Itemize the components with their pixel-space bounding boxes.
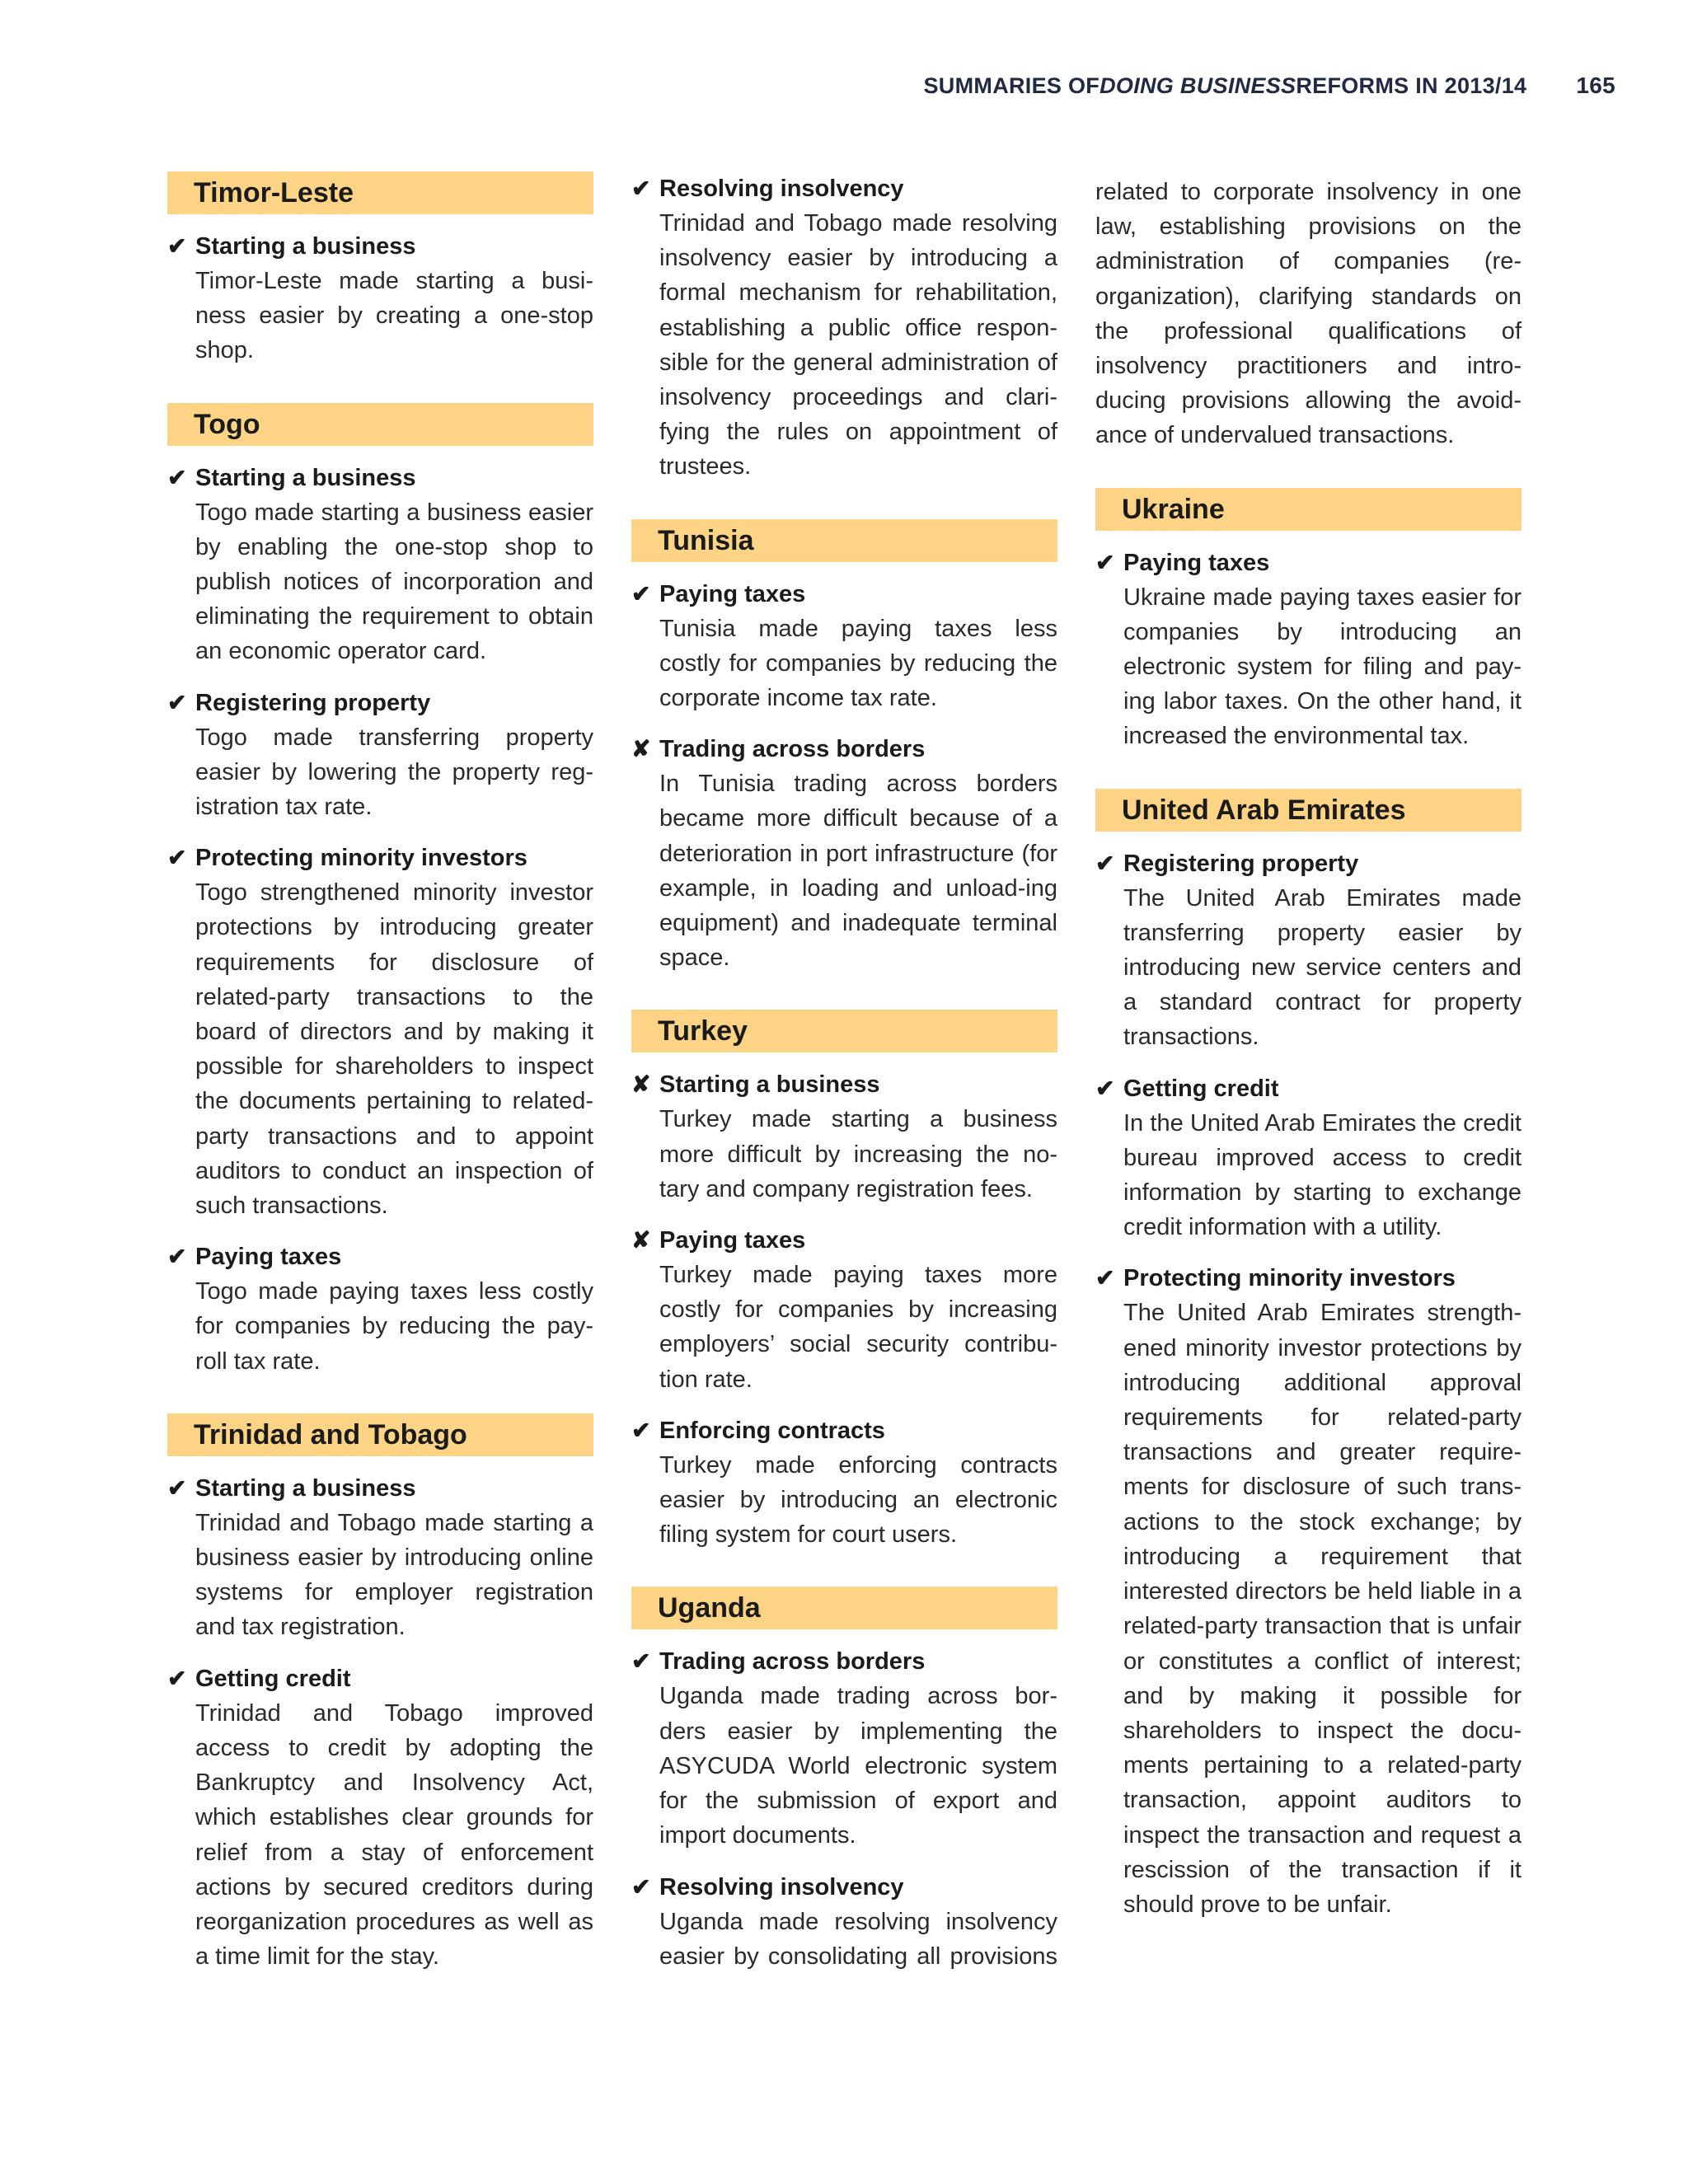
country-heading: Timor-Leste bbox=[167, 171, 593, 214]
reform-title: Protecting minority investors bbox=[195, 845, 528, 872]
reform-item bbox=[631, 1067, 1057, 1207]
running-header bbox=[924, 73, 1616, 99]
page-number: 165 bbox=[1576, 73, 1615, 98]
checkmark-icon: ✔ bbox=[631, 580, 651, 607]
reform-text: Togo made transferring property easier by lowering the property reg-istration tax rate. bbox=[195, 724, 593, 821]
reform-text: Togo made starting a business easier by enabling the one-stop shop to publish notices of incorporation and eliminating the requirement to obtain an economic operator card. bbox=[195, 499, 593, 665]
checkmark-icon: ✔ bbox=[167, 233, 187, 259]
reform-title: Paying taxes bbox=[659, 1227, 806, 1254]
reform-item bbox=[167, 461, 593, 669]
checkmark-icon: ✔ bbox=[631, 176, 651, 201]
reform-title: Getting credit bbox=[195, 1665, 351, 1692]
reform-title: Paying taxes bbox=[1123, 549, 1270, 576]
reform-text: Turkey made paying taxes more costly for companies by increasing employers’ social security contribu-tion rate. bbox=[659, 1262, 1057, 1393]
reform-item bbox=[631, 577, 1057, 716]
checkmark-icon: ✔ bbox=[167, 689, 187, 715]
header-italic: DOING BUSINESS bbox=[1100, 73, 1296, 98]
reform-title: Paying taxes bbox=[195, 1244, 342, 1271]
cross-icon: ✘ bbox=[631, 1071, 651, 1098]
country-heading: Uganda bbox=[631, 1586, 1057, 1629]
checkmark-icon: ✔ bbox=[1095, 1265, 1115, 1291]
country-heading: Turkey bbox=[631, 1010, 1057, 1052]
reform-text-continued: related to corporate insolvency in one law, establishing provisions on the administration of companies (re-organization), clarifying standards on the professional qualifications of insolvency practitioners and intro-ducing provisions allowing the avoid-ance of undervalued transactions. bbox=[1095, 179, 1522, 449]
reform-text: In Tunisia trading across borders became more difficult because of a deterioration in port infrastructure (for example, in loading and unload-ing equipment) and inadequate terminal space. bbox=[659, 771, 1057, 972]
reform-title: Enforcing contracts bbox=[659, 1417, 885, 1444]
checkmark-icon: ✔ bbox=[1095, 850, 1115, 876]
reform-text: Togo strengthened minority investor protections by introducing greater requirements for disclosure of related-party transactions to the board of directors and by making it possible for shareholders to inspect the documents pertaining to related-party transactions and to appoint auditors to conduct an inspection of such transactions. bbox=[195, 879, 593, 1220]
reform-title: Trading across borders bbox=[659, 736, 926, 763]
reform-item bbox=[631, 1870, 1057, 1974]
reform-item bbox=[631, 1413, 1057, 1553]
reform-text: Trinidad and Tobago improved access to credit by adopting the Bankruptcy and Insolvency Act, which establishes clear grounds for relief from a stay of enforcement actions by secured creditors during reorganization procedures as well as a time limit for the stay. bbox=[195, 1699, 593, 1971]
reform-text: The United Arab Emirates strength-ened minority investor protections by introducing additional approval requirements for related-party transactions and greater require-ments for disclosure of such trans-actions to the stock exchange; by introducing a requirement that interested directors be held liable in a related-party transaction that is unfair or constitutes a conflict of interest; and by making it possible for shareholders to inspect the docu-ments pertaining to a related-party transaction, appoint auditors to inspect the transaction and request a rescission of the transaction if it should prove to be unfair. bbox=[1123, 1300, 1522, 1918]
reform-text: Trinidad and Tobago made starting a business easier by introducing online systems for employer registration and tax registration. bbox=[195, 1509, 593, 1641]
reform-item bbox=[1095, 546, 1522, 754]
column-1 bbox=[167, 171, 593, 1974]
reform-item bbox=[1095, 846, 1522, 1055]
reform-item bbox=[1095, 1071, 1522, 1245]
reform-title: Getting credit bbox=[1123, 1075, 1279, 1102]
reform-item bbox=[1095, 1261, 1522, 1922]
reform-text: Trinidad and Tobago made resolving insolvency easier by introducing a formal mechanism for rehabilitation, establishing a public office respon-sible for the general administration of insolvency proceedings and clari-fying the rules on appointment of trustees. bbox=[659, 210, 1057, 480]
reform-title: Paying taxes bbox=[659, 580, 806, 607]
checkmark-icon: ✔ bbox=[1095, 1075, 1115, 1101]
checkmark-icon: ✔ bbox=[631, 1417, 651, 1443]
reform-title: Registering property bbox=[195, 689, 431, 716]
reform-item bbox=[631, 732, 1057, 975]
cross-icon: ✘ bbox=[631, 736, 651, 762]
reform-item bbox=[167, 841, 593, 1223]
reform-item bbox=[167, 1240, 593, 1379]
checkmark-icon: ✔ bbox=[631, 1873, 651, 1900]
checkmark-icon: ✔ bbox=[631, 1648, 651, 1675]
reform-text: Togo made paying taxes less costly for companies by reducing the pay-roll tax rate. bbox=[195, 1278, 593, 1375]
reform-item bbox=[631, 171, 1057, 485]
country-heading: Ukraine bbox=[1095, 488, 1522, 531]
country-heading: United Arab Emirates bbox=[1095, 789, 1522, 832]
checkmark-icon: ✔ bbox=[167, 1244, 187, 1270]
reform-text: Tunisia made paying taxes less costly for companies by reducing the corporate income tax rate. bbox=[659, 615, 1057, 712]
reform-text: Uganda made resolving insolvency easier by consolidating all provisions bbox=[659, 1908, 1057, 1970]
checkmark-icon: ✔ bbox=[167, 1665, 187, 1691]
reform-item bbox=[167, 229, 593, 368]
reform-text: Turkey made starting a business more difficult by increasing the no-tary and company registration fees. bbox=[659, 1106, 1057, 1202]
reform-item bbox=[631, 1223, 1057, 1397]
column-2 bbox=[631, 171, 1057, 1974]
reform-text: Timor-Leste made starting a busi-ness easier by creating a one-stop shop. bbox=[195, 268, 593, 364]
reform-title: Registering property bbox=[1123, 850, 1359, 877]
reform-text: Uganda made trading across bor-ders easier by implementing the ASYCUDA World electronic system for the submission of export and import documents. bbox=[659, 1683, 1057, 1849]
reform-title: Starting a business bbox=[195, 464, 416, 491]
checkmark-icon: ✔ bbox=[167, 845, 187, 871]
checkmark-icon: ✔ bbox=[1095, 549, 1115, 575]
reform-title: Resolving insolvency bbox=[659, 1873, 904, 1900]
header-prefix: SUMMARIES OF bbox=[923, 73, 1100, 98]
country-heading: Trinidad and Tobago bbox=[167, 1413, 593, 1456]
reform-item bbox=[167, 1471, 593, 1645]
reform-item bbox=[167, 1661, 593, 1975]
checkmark-icon: ✔ bbox=[167, 1474, 187, 1501]
cross-icon: ✘ bbox=[631, 1227, 651, 1254]
checkmark-icon: ✔ bbox=[167, 464, 187, 490]
reform-title: Trading across borders bbox=[659, 1648, 926, 1675]
column-3 bbox=[1095, 171, 1522, 1922]
reform-text: Ukraine made paying taxes easier for companies by introducing an electronic system for filing and pay-ing labor taxes. On the other hand, it increased the environmental tax. bbox=[1123, 583, 1522, 750]
reform-title: Protecting minority investors bbox=[1123, 1265, 1456, 1292]
reform-text: The United Arab Emirates made transferring property easier by introducing new service centers and a standard contract for property transactions. bbox=[1123, 884, 1522, 1051]
reform-item bbox=[631, 1644, 1057, 1853]
reform-title: Resolving insolvency bbox=[659, 176, 904, 202]
reform-title: Starting a business bbox=[195, 1474, 416, 1502]
reform-text: Turkey made enforcing contracts easier by introducing an electronic filing system for court users. bbox=[659, 1451, 1057, 1549]
country-heading: Togo bbox=[167, 403, 593, 446]
reform-item bbox=[167, 686, 593, 825]
reform-title: Starting a business bbox=[195, 233, 416, 260]
reform-text: In the United Arab Emirates the credit bureau improved access to credit information by starting to exchange credit information with a utility. bbox=[1123, 1109, 1522, 1241]
country-heading: Tunisia bbox=[631, 519, 1057, 562]
header-suffix: REFORMS IN 2013/14 bbox=[1296, 73, 1527, 98]
reform-title: Starting a business bbox=[659, 1071, 880, 1099]
